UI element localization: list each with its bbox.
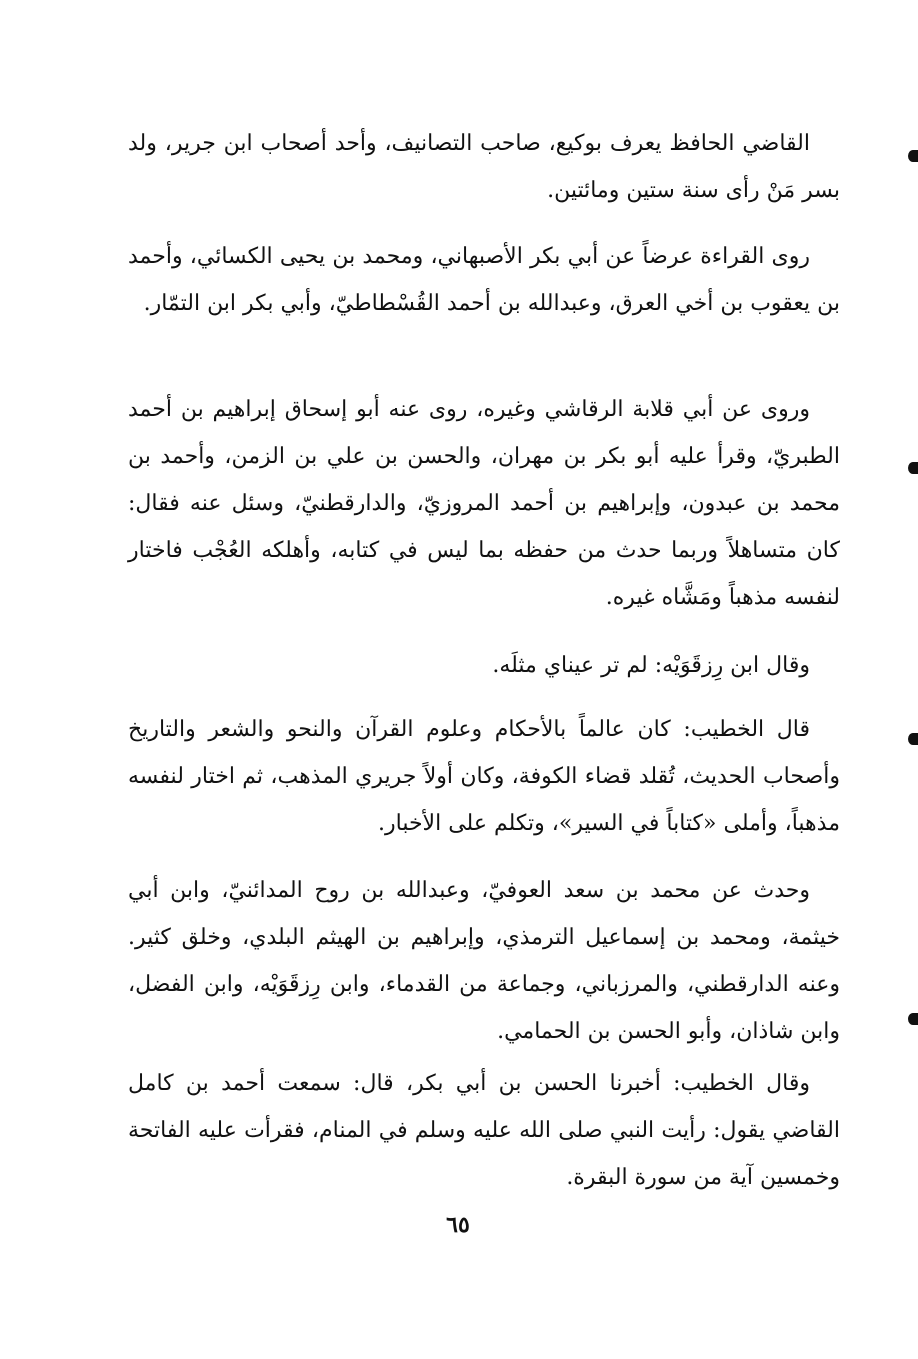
paragraph-2: روى القراءة عرضاً عن أبي بكر الأصبهاني، ومحمد بن يحيى الكسائي، وأحمد بن يعقوب بن أخي العرق، وعبدالله بن أحمد القُسْطاطيّ، وأبي بكر ابن التمّار. <box>128 244 840 316</box>
margin-mark <box>908 462 918 474</box>
paragraph-3: وروى عن أبي قلابة الرقاشي وغيره، روى عنه أبو إسحاق إبراهيم بن أحمد الطبريّ، وقرأ عليه أبو بكر بن مهران، والحسن بن علي بن الزمن، وأحمد بن محمد بن عبدون، وإبراهيم بن أحمد المروزيّ، والدارقطنيّ، وسئل عنه فقال: كان متساهلاً وربما حدث من حفظه بما ليس في كتابه، وأهلكه العُجْب فاختار لنفسه مذهباً ومَشَّاه غيره. <box>128 397 840 610</box>
paragraph-6: وحدث عن محمد بن سعد العوفيّ، وعبدالله بن روح المدائنيّ، وابن أبي خيثمة، ومحمد بن إسماعيل الترمذي، وإبراهيم بن الهيثم البلدي، وخلق كثير. وعنه الدارقطني، والمرزباني، وجماعة من القدماء، وابن رِزقَوَيْه، وابن الفضل، وابن شاذان، وأبو الحسن بن الحمامي. <box>128 878 840 1044</box>
paragraph-5: قال الخطيب: كان عالماً بالأحكام وعلوم القرآن والنحو والشعر والتاريخ وأصحاب الحديث، تُقلد قضاء الكوفة، وكان أولاً جريري المذهب، ثم اختار لنفسه مذهباً، وأملى «كتاباً في السير»، وتكلم على الأخبار. <box>128 717 840 836</box>
paragraph-1: القاضي الحافظ يعرف بوكيع، صاحب التصانيف، وأحد أصحاب ابن جرير، ولد بسر مَنْ رأى سنة ستين ومائتين. <box>128 131 840 203</box>
margin-mark <box>908 1013 918 1025</box>
margin-mark <box>908 733 918 745</box>
paragraph-4: وقال ابن رِزقَوَيْه: لم تر عيناي مثلَه. <box>492 653 810 678</box>
paragraph-7: وقال الخطيب: أخبرنا الحسن بن أبي بكر، قال: سمعت أحمد بن كامل القاضي يقول: رأيت النبي صلى الله عليه وسلم في المنام، فقرأت عليه الفاتحة وخمسين آية من سورة البقرة. <box>128 1071 840 1190</box>
margin-mark <box>908 150 918 162</box>
page-number: ٦٥ <box>446 1212 470 1238</box>
